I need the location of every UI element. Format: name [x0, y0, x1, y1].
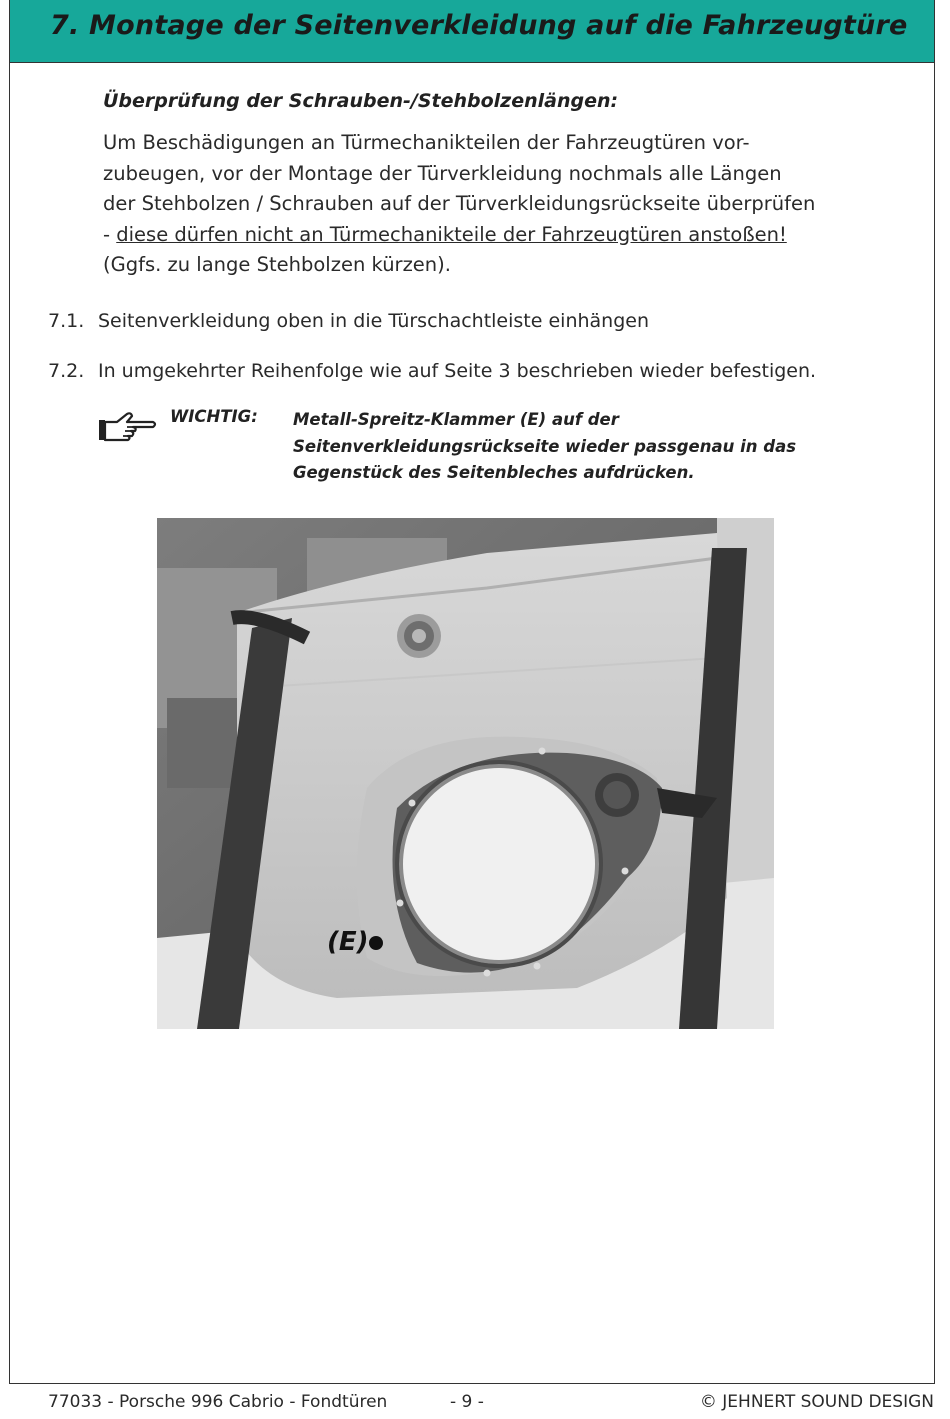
- callout-marker-dot: [369, 936, 383, 950]
- section-title: 7. Montage der Seitenverkleidung auf die Fahrzeugtüre: [50, 10, 908, 41]
- check-line-4-prefix: -: [103, 222, 117, 246]
- check-paragraph: [103, 128, 903, 281]
- step-text: Seitenverkleidung oben in die Türschachtleiste einhängen: [98, 310, 650, 332]
- step-number: 7.1.: [48, 310, 85, 332]
- note-line-2: Seitenverkleidungsrückseite wieder passgenau in das: [293, 436, 797, 456]
- check-heading: Überprüfung der Schrauben-/Stehbolzenlängen:: [103, 90, 619, 112]
- footer-copyright: © JEHNERT SOUND DESIGN: [699, 1392, 934, 1412]
- step-7-2: [48, 360, 816, 382]
- step-text: In umgekehrter Reihenfolge wie auf Seite 3 beschrieben wieder befestigen.: [98, 360, 817, 382]
- pointing-hand-icon: [97, 410, 159, 444]
- note-text: [293, 407, 893, 487]
- note-line-1: Metall-Spreitz-Klammer (E) auf der: [293, 410, 619, 429]
- check-line-5: (Ggfs. zu lange Stehbolzen kürzen).: [103, 253, 451, 276]
- footer-page-number: - 9 -: [450, 1392, 484, 1412]
- note-line-3: Gegenstück des Seitenbleches aufdrücken.: [293, 463, 695, 482]
- check-line-1: Um Beschädigungen an Türmechanikteilen der Fahrzeugtüren vor-: [103, 131, 750, 154]
- photo-callout-label: (E): [327, 927, 369, 957]
- check-line-2: zubeugen, vor der Montage der Türverkleidung nochmals alle Längen: [103, 161, 782, 185]
- check-line-4: [103, 220, 903, 251]
- check-warning-underlined: diese dürfen nicht an Türmechanikteile der Fahrzeugtüren anstoßen!: [116, 222, 787, 246]
- step-7-1: [48, 310, 649, 332]
- section-header: [9, 0, 935, 63]
- note-label: WICHTIG:: [170, 407, 258, 426]
- check-line-3: der Stehbolzen / Schrauben auf der Türverkleidungsrückseite überprüfen: [103, 192, 816, 215]
- door-panel-photo: [157, 518, 774, 1029]
- footer-document-ref: 77033 - Porsche 996 Cabrio - Fondtüren: [48, 1392, 388, 1412]
- step-number: 7.2.: [48, 360, 85, 382]
